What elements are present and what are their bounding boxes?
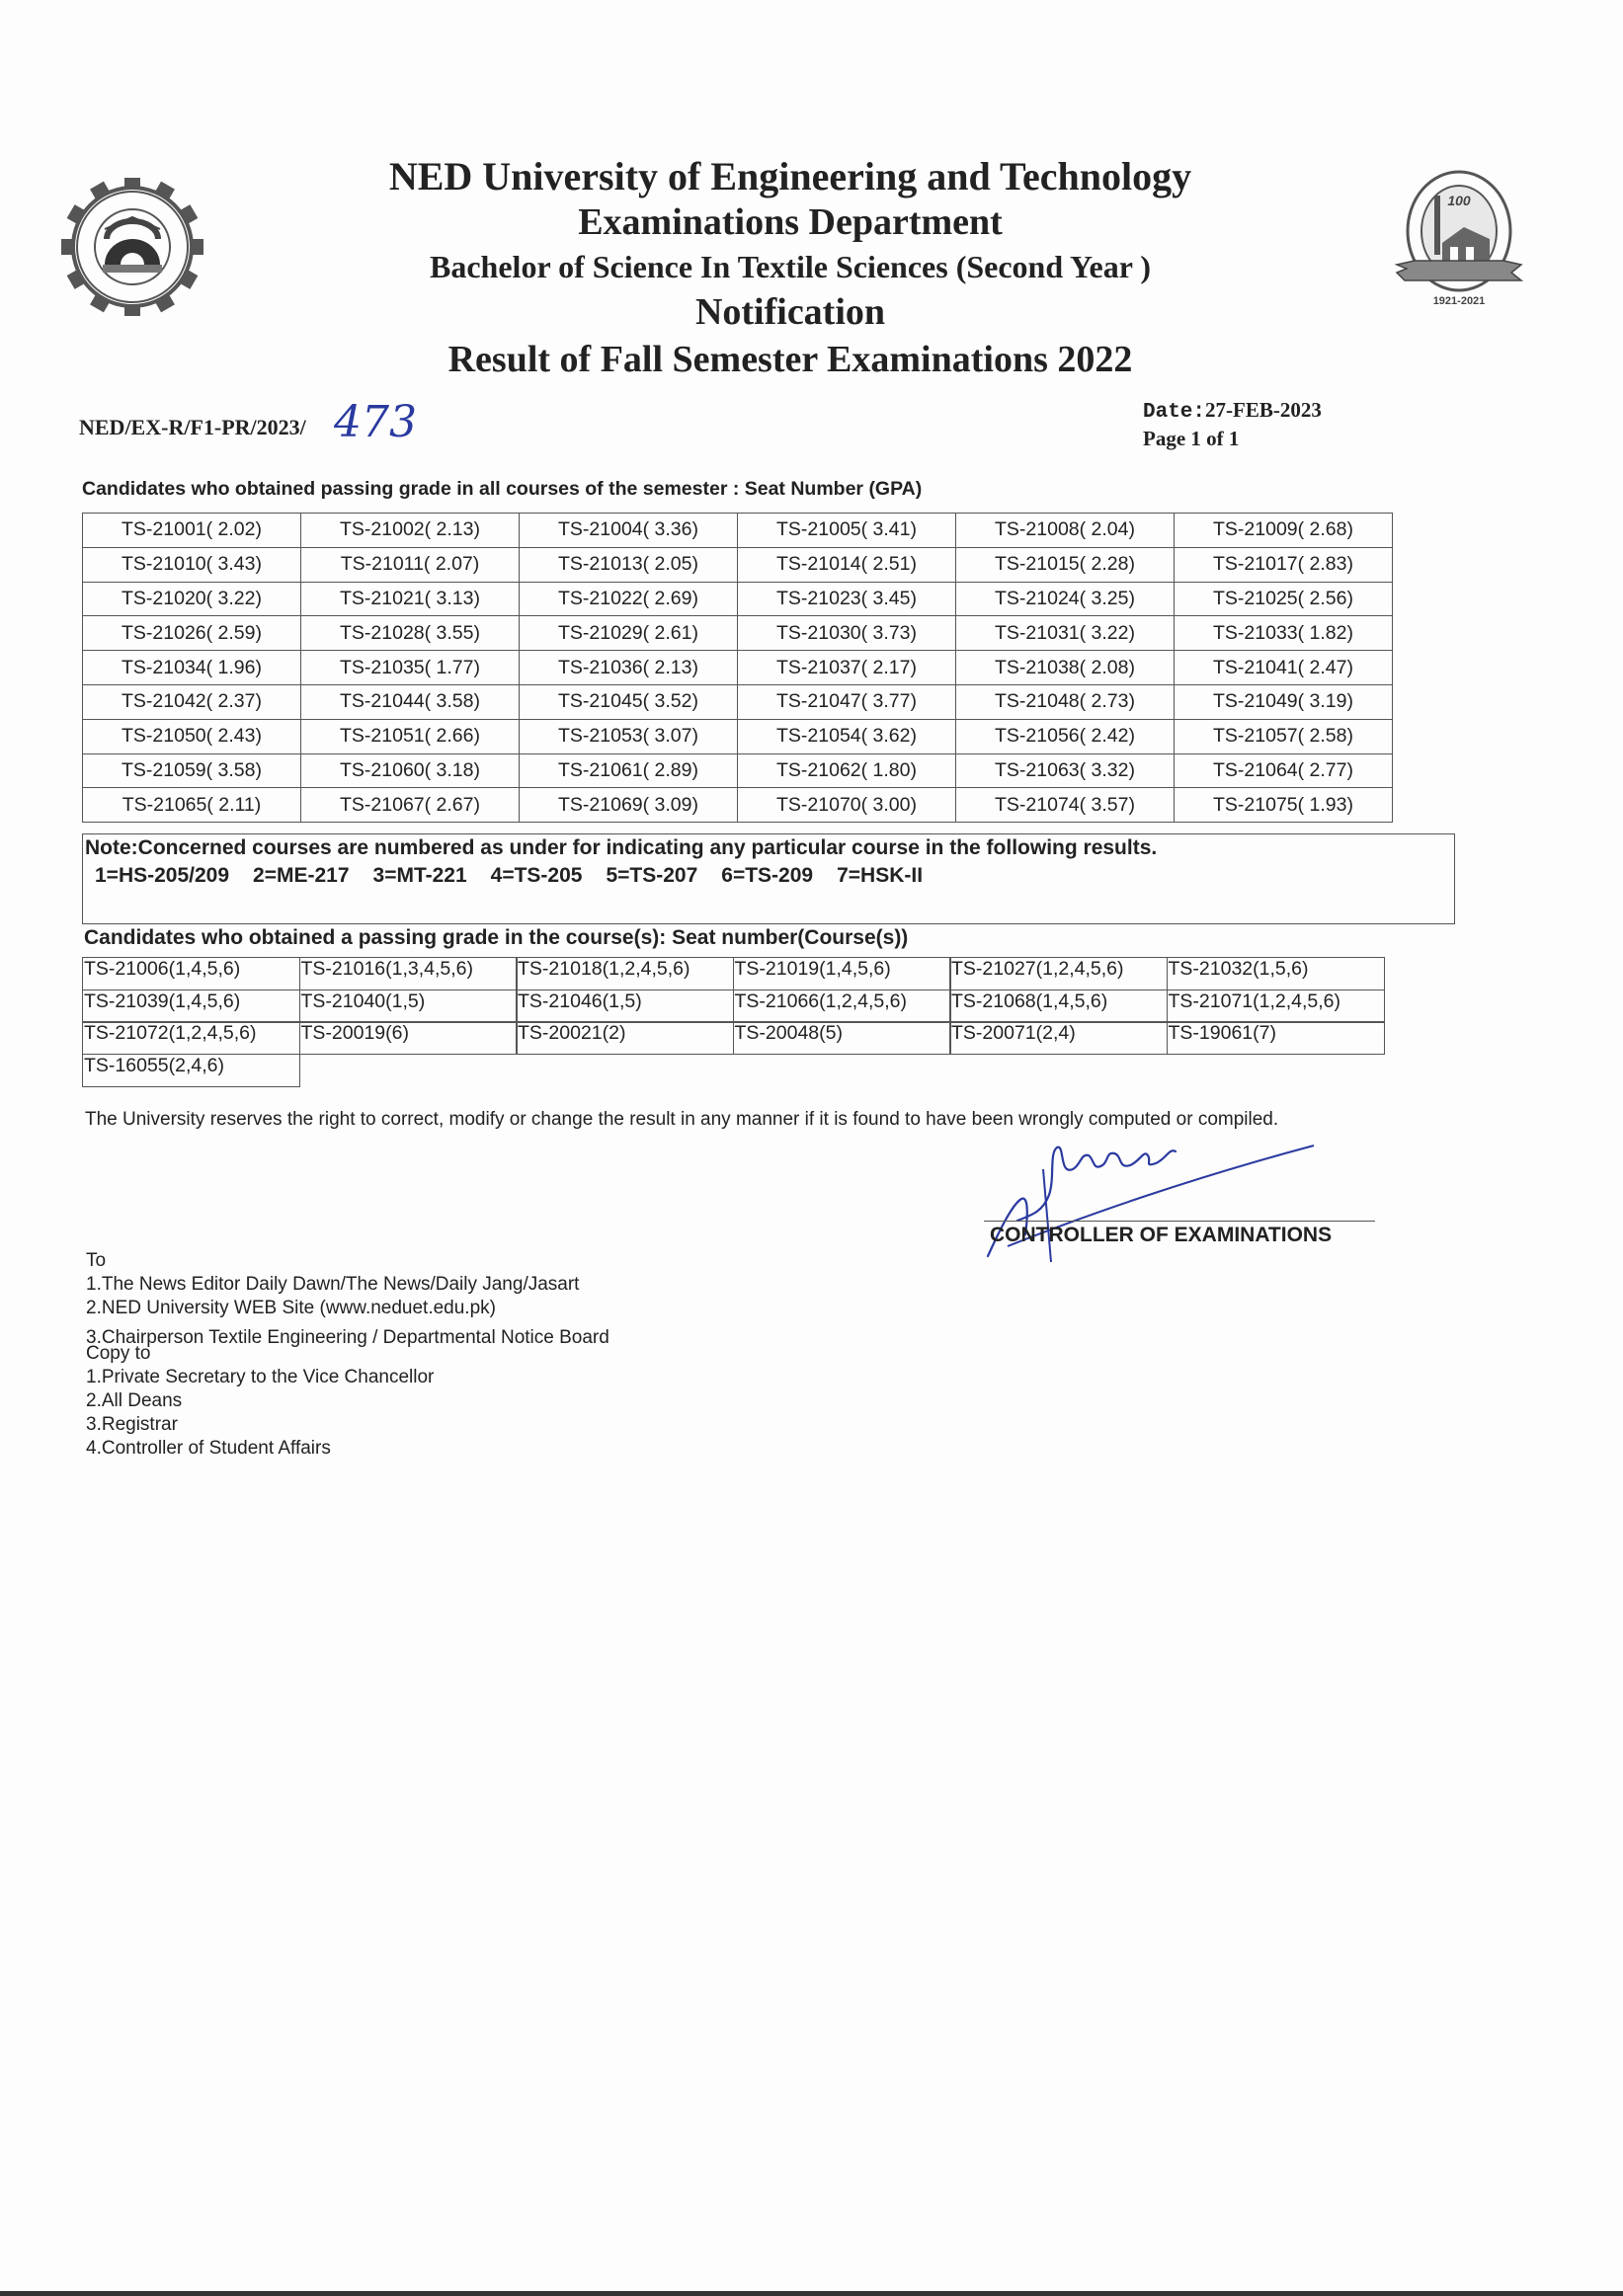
copy-item: 4.Controller of Student Affairs	[86, 1438, 331, 1459]
seat-gpa-cell: TS-21011( 2.07)	[301, 547, 520, 582]
seat-gpa-cell: TS-21010( 3.43)	[83, 547, 301, 582]
seat-gpa-cell: TS-21070( 3.00)	[738, 788, 956, 823]
seat-gpa-cell: TS-21020( 3.22)	[83, 582, 301, 616]
page-indicator: Page 1 of 1	[1143, 427, 1240, 450]
signature-line	[984, 1221, 1375, 1222]
seat-course-cell: TS-20048(5)	[733, 1021, 951, 1055]
course-legend	[95, 864, 923, 888]
seat-gpa-cell: TS-21031( 3.22)	[956, 616, 1175, 651]
seat-gpa-cell: TS-21026( 2.59)	[83, 616, 301, 651]
seat-course-cell: TS-19061(7)	[1167, 1021, 1385, 1055]
seat-gpa-cell: TS-21047( 3.77)	[738, 684, 956, 719]
course-legend-item: 7=HSK-II	[837, 864, 924, 887]
seat-course-cell: TS-21071(1,2,4,5,6)	[1167, 990, 1385, 1023]
course-legend-item: 2=ME-217	[253, 864, 350, 887]
seat-course-cell: TS-16055(2,4,6)	[82, 1054, 300, 1087]
seat-gpa-cell: TS-21075( 1.93)	[1175, 788, 1393, 823]
course-legend-item: 4=TS-205	[490, 864, 583, 887]
seat-course-cell: TS-21006(1,4,5,6)	[82, 957, 300, 990]
seat-course-cell: TS-20071(2,4)	[949, 1021, 1168, 1055]
seat-course-cell: TS-21068(1,4,5,6)	[949, 990, 1168, 1023]
copy-item: 1.Private Secretary to the Vice Chancellor	[86, 1367, 435, 1387]
seat-gpa-cell: TS-21034( 1.96)	[83, 651, 301, 685]
seat-course-cell: TS-21018(1,2,4,5,6)	[516, 957, 734, 990]
seat-gpa-cell: TS-21036( 2.13)	[520, 651, 738, 685]
seat-gpa-cell: TS-21053( 3.07)	[520, 719, 738, 753]
handwritten-reference: 473	[334, 397, 417, 447]
seat-course-cell: TS-21027(1,2,4,5,6)	[949, 957, 1168, 990]
seat-gpa-cell: TS-21022( 2.69)	[520, 582, 738, 616]
seat-gpa-cell: TS-21008( 2.04)	[956, 514, 1175, 548]
distribution-copy	[86, 1342, 434, 1461]
seat-gpa-cell: TS-21013( 2.05)	[520, 547, 738, 582]
date-block	[1143, 397, 1322, 451]
seat-gpa-cell: TS-21061( 2.89)	[520, 753, 738, 788]
seat-course-cell: TS-20019(6)	[299, 1021, 518, 1055]
university-name: NED University of Engineering and Technology	[388, 154, 1192, 198]
table-row	[83, 684, 1393, 719]
seat-gpa-cell: TS-21002( 2.13)	[301, 514, 520, 548]
date-label: Date:	[1143, 401, 1206, 424]
seat-gpa-cell: TS-21017( 2.83)	[1175, 547, 1393, 582]
seat-gpa-cell: TS-21005( 3.41)	[738, 514, 956, 548]
ned-centenary-logo	[1385, 166, 1533, 316]
seat-course-cell: TS-21032(1,5,6)	[1167, 957, 1385, 990]
seat-gpa-cell: TS-21014( 2.51)	[738, 547, 956, 582]
seat-course-cell: TS-21072(1,2,4,5,6)	[82, 1021, 300, 1055]
ned-university-logo	[57, 178, 207, 316]
course-note-box	[82, 833, 1455, 924]
seat-gpa-cell: TS-21001( 2.02)	[83, 514, 301, 548]
table-row	[82, 957, 1383, 990]
table-row	[82, 990, 1383, 1022]
seat-gpa-cell: TS-21045( 3.52)	[520, 684, 738, 719]
table-row	[83, 788, 1393, 823]
seat-gpa-cell: TS-21062( 1.80)	[738, 753, 956, 788]
passed-courses-title: Candidates who obtained a passing grade in the course(s): Seat number(Course(s))	[84, 926, 909, 949]
seat-gpa-cell: TS-21028( 3.55)	[301, 616, 520, 651]
department-name: Examinations Department	[578, 201, 1003, 243]
seat-gpa-cell: TS-21064( 2.77)	[1175, 753, 1393, 788]
date-value: 27-FEB-2023	[1205, 398, 1322, 422]
seat-gpa-cell: TS-21038( 2.08)	[956, 651, 1175, 685]
result-title: Result of Fall Semester Examinations 2022	[447, 339, 1133, 380]
passed-courses-table	[82, 957, 1383, 1085]
table-row	[83, 651, 1393, 685]
table-row	[83, 719, 1393, 753]
document-header	[296, 154, 1284, 383]
seat-gpa-cell: TS-21041( 2.47)	[1175, 651, 1393, 685]
table-row	[83, 753, 1393, 788]
course-note-text: Note:Concerned courses are numbered as under for indicating any particular course in the following results.	[85, 836, 1158, 859]
course-legend-item: 6=TS-209	[721, 864, 814, 887]
seat-course-cell: TS-21066(1,2,4,5,6)	[733, 990, 951, 1023]
table-row	[83, 582, 1393, 616]
seat-gpa-cell: TS-21065( 2.11)	[83, 788, 301, 823]
seat-course-cell: TS-21039(1,4,5,6)	[82, 990, 300, 1023]
copy-item: 2.All Deans	[86, 1390, 183, 1411]
seat-gpa-cell: TS-21051( 2.66)	[301, 719, 520, 753]
table-row	[83, 616, 1393, 651]
seat-gpa-cell: TS-21009( 2.68)	[1175, 514, 1393, 548]
seat-gpa-cell: TS-21004( 3.36)	[520, 514, 738, 548]
signatory-title: CONTROLLER OF EXAMINATIONS	[990, 1224, 1333, 1246]
seat-gpa-cell: TS-21050( 2.43)	[83, 719, 301, 753]
distribution-to	[86, 1249, 609, 1350]
seat-gpa-cell: TS-21067( 2.67)	[301, 788, 520, 823]
seat-gpa-cell: TS-21060( 3.18)	[301, 753, 520, 788]
to-item: 1.The News Editor Daily Dawn/The News/Daily Jang/Jasart	[86, 1274, 580, 1295]
seat-gpa-cell: TS-21063( 3.32)	[956, 753, 1175, 788]
course-legend-item: 3=MT-221	[372, 864, 467, 887]
centenary-100-mark: 100	[1447, 193, 1471, 208]
seat-gpa-cell: TS-21029( 2.61)	[520, 616, 738, 651]
to-item: 2.NED University WEB Site (www.neduet.edu.pk)	[86, 1298, 496, 1318]
seat-course-cell: TS-21046(1,5)	[516, 990, 734, 1023]
seat-gpa-cell: TS-21037( 2.17)	[738, 651, 956, 685]
seat-course-cell: TS-21016(1,3,4,5,6)	[299, 957, 518, 990]
seat-gpa-cell: TS-21025( 2.56)	[1175, 582, 1393, 616]
seat-gpa-cell: TS-21021( 3.13)	[301, 582, 520, 616]
course-legend-item: 1=HS-205/209	[95, 864, 230, 887]
seat-course-cell: TS-20021(2)	[516, 1021, 734, 1055]
seat-gpa-cell: TS-21024( 3.25)	[956, 582, 1175, 616]
program-name: Bachelor of Science In Textile Sciences (Second Year )	[430, 249, 1151, 284]
seat-gpa-cell: TS-21054( 3.62)	[738, 719, 956, 753]
table-row	[82, 1021, 1383, 1054]
centenary-years: 1921-2021	[1432, 295, 1486, 307]
table-row	[83, 547, 1393, 582]
to-item: 3.Chairperson Textile Engineering / Departmental Notice Board	[86, 1327, 609, 1348]
seat-gpa-cell: TS-21048( 2.73)	[956, 684, 1175, 719]
seat-gpa-cell: TS-21033( 1.82)	[1175, 616, 1393, 651]
seat-gpa-cell: TS-21057( 2.58)	[1175, 719, 1393, 753]
seat-course-cell: TS-21040(1,5)	[299, 990, 518, 1023]
seat-gpa-cell: TS-21042( 2.37)	[83, 684, 301, 719]
table-row	[82, 1054, 1383, 1086]
course-legend-item: 5=TS-207	[606, 864, 698, 887]
passed-all-title: Candidates who obtained passing grade in all courses of the semester : Seat Number (GPA)	[82, 478, 923, 500]
copy-label: Copy to	[86, 1343, 151, 1364]
seat-gpa-cell: TS-21056( 2.42)	[956, 719, 1175, 753]
seat-gpa-cell: TS-21059( 3.58)	[83, 753, 301, 788]
seat-gpa-cell: TS-21049( 3.19)	[1175, 684, 1393, 719]
table-row	[83, 514, 1393, 548]
seat-gpa-cell: TS-21035( 1.77)	[301, 651, 520, 685]
disclaimer-text: The University reserves the right to correct, modify or change the result in any manner if it is found to have been wrongly computed or compiled.	[85, 1109, 1279, 1130]
seat-gpa-cell: TS-21030( 3.73)	[738, 616, 956, 651]
notification-heading: Notification	[694, 291, 886, 333]
seat-gpa-cell: TS-21015( 2.28)	[956, 547, 1175, 582]
to-label: To	[86, 1250, 107, 1271]
seat-gpa-cell: TS-21044( 3.58)	[301, 684, 520, 719]
reference-number: NED/EX-R/F1-PR/2023/	[79, 415, 306, 439]
copy-item: 3.Registrar	[86, 1414, 178, 1435]
seat-gpa-cell: TS-21023( 3.45)	[738, 582, 956, 616]
passed-all-table	[82, 513, 1393, 823]
seat-gpa-cell: TS-21074( 3.57)	[956, 788, 1175, 823]
seat-gpa-cell: TS-21069( 3.09)	[520, 788, 738, 823]
scan-edge	[0, 2291, 1623, 2296]
seat-course-cell: TS-21019(1,4,5,6)	[733, 957, 951, 990]
